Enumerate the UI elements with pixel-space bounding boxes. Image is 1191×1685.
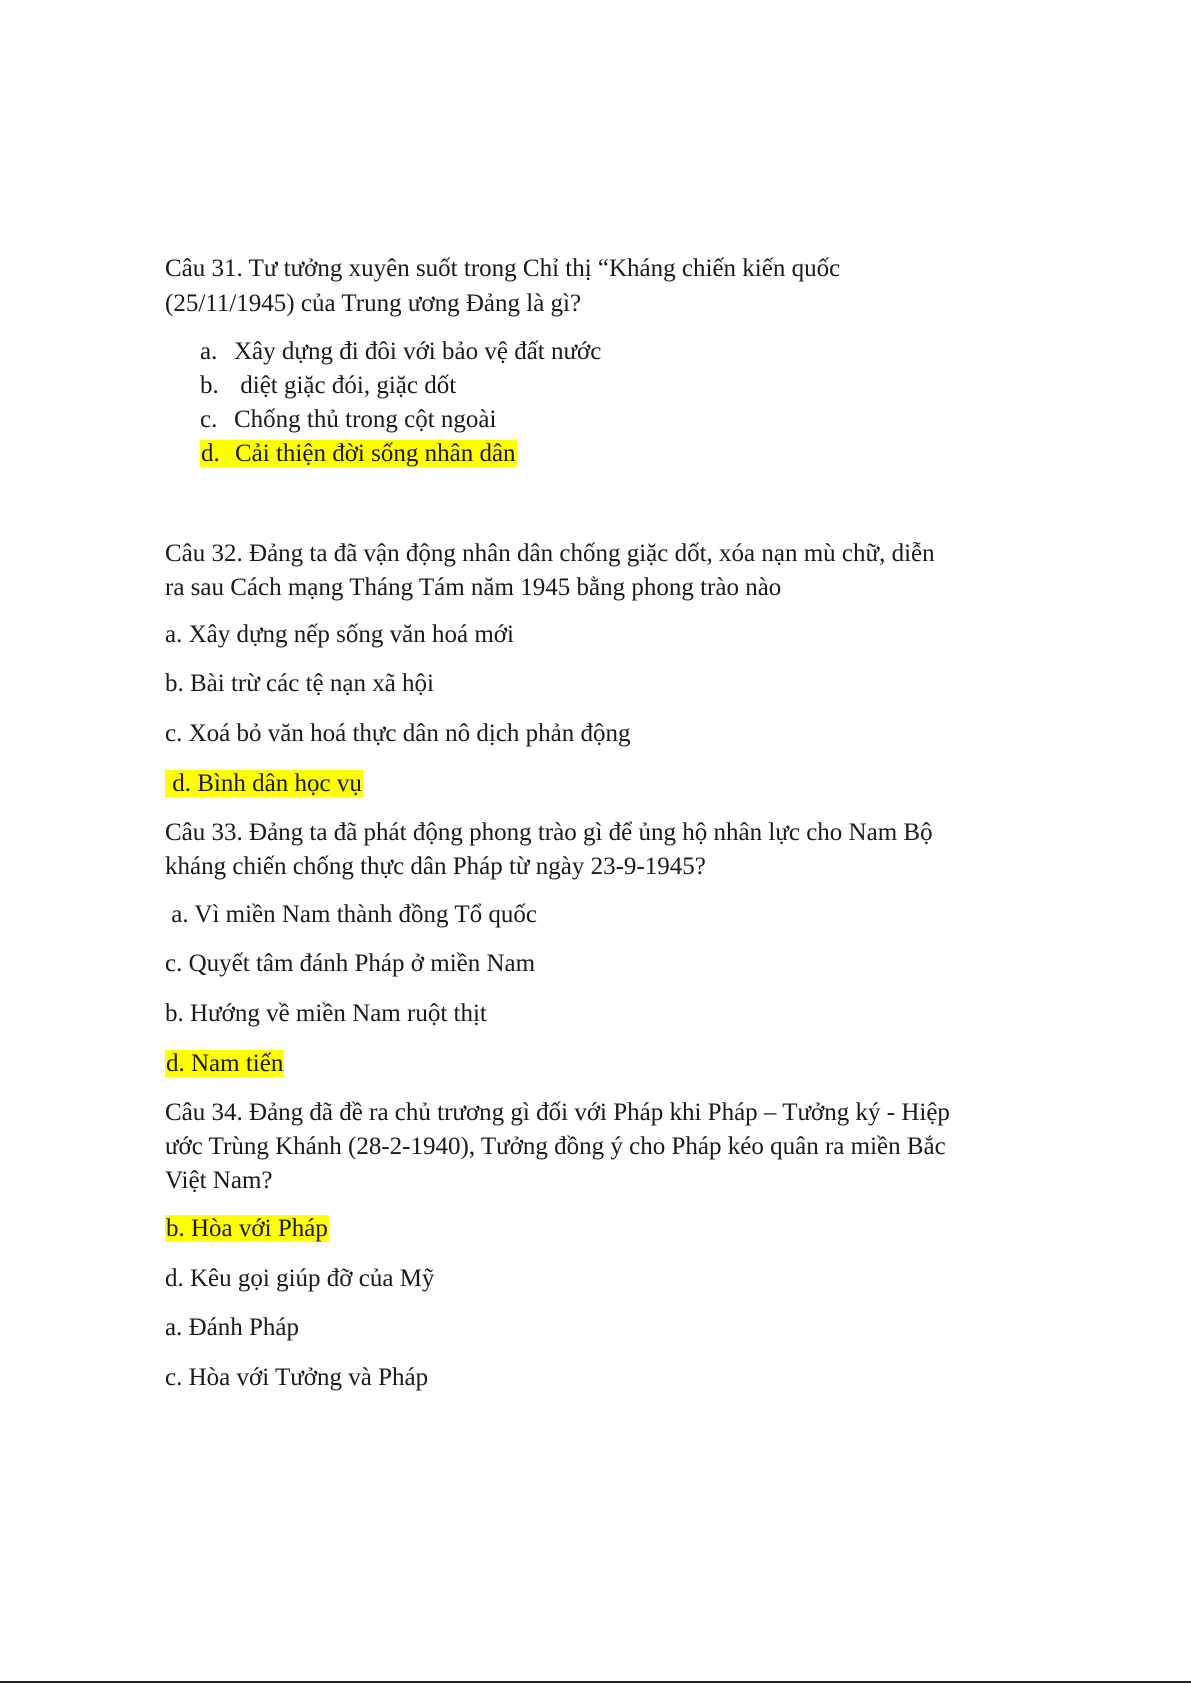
- option-marker: a.: [200, 338, 218, 365]
- question-31-line-2: (25/11/1945) của Trung ương Đảng là gì?: [165, 290, 582, 317]
- question-34-line-1: Câu 34. Đảng đã đề ra chủ trương gì đối với Pháp khi Pháp – Tưởng ký - Hiệp: [165, 1099, 950, 1126]
- option-text: Xây dựng đi đôi với bảo vệ đất nước: [234, 338, 602, 365]
- option-marker: d.: [201, 440, 220, 467]
- q33-option-b: b. Hướng về miền Nam ruột thịt: [165, 1000, 487, 1027]
- highlighted-answer: b. Hòa với Pháp: [166, 1215, 328, 1242]
- q31-option-a: [200, 335, 601, 369]
- q31-option-b: [200, 369, 456, 403]
- q34-option-b-answer: [165, 1212, 329, 1246]
- question-33-line-1: Câu 33. Đảng ta đã phát động phong trào gì để ủng hộ nhân lực cho Nam Bộ: [165, 819, 933, 846]
- q32-option-b: b. Bài trừ các tệ nạn xã hội: [165, 670, 435, 697]
- q33-option-c: c. Quyết tâm đánh Pháp ở miền Nam: [165, 950, 536, 977]
- option-text: diệt giặc đói, giặc dốt: [234, 372, 457, 399]
- question-32-line-1: Câu 32. Đảng ta đã vận động nhân dân chống giặc dốt, xóa nạn mù chữ, diễn: [165, 540, 935, 567]
- question-31-line-1: Câu 31. Tư tưởng xuyên suốt trong Chỉ thị “Kháng chiến kiến quốc: [165, 255, 841, 282]
- option-text: Chống thủ trong cột ngoài: [234, 406, 497, 433]
- q31-option-d-answer: [200, 437, 517, 471]
- option-marker: b.: [200, 372, 219, 399]
- highlighted-answer: d. Nam tiến: [166, 1050, 284, 1077]
- q33-option-d-answer: [165, 1047, 284, 1081]
- question-34-line-3: Việt Nam?: [165, 1167, 273, 1194]
- option-text: Cải thiện đời sống nhân dân: [235, 440, 516, 467]
- q32-option-a: a. Xây dựng nếp sống văn hoá mới: [165, 621, 514, 648]
- question-32-line-2: ra sau Cách mạng Tháng Tám năm 1945 bằng phong trào nào: [165, 574, 782, 601]
- highlighted-answer: d. Bình dân học vụ: [166, 770, 362, 797]
- page-bottom-edge: [0, 1681, 1191, 1683]
- q34-option-c: c. Hòa với Tưởng và Pháp: [165, 1364, 429, 1391]
- q34-option-a: a. Đánh Pháp: [165, 1314, 299, 1341]
- q31-option-c: [200, 403, 496, 437]
- q33-option-a: a. Vì miền Nam thành đồng Tổ quốc: [165, 901, 537, 928]
- question-33-line-2: kháng chiến chống thực dân Pháp từ ngày 23-9-1945?: [165, 853, 706, 880]
- q32-option-d-answer: [165, 767, 363, 801]
- question-34-line-2: ước Trùng Khánh (28-2-1940), Tưởng đồng ý cho Pháp kéo quân ra miền Bắc: [165, 1133, 946, 1160]
- option-marker: c.: [200, 406, 218, 433]
- q32-option-c: c. Xoá bỏ văn hoá thực dân nô dịch phản động: [165, 720, 631, 747]
- q34-option-d: d. Kêu gọi giúp đỡ của Mỹ: [165, 1265, 435, 1292]
